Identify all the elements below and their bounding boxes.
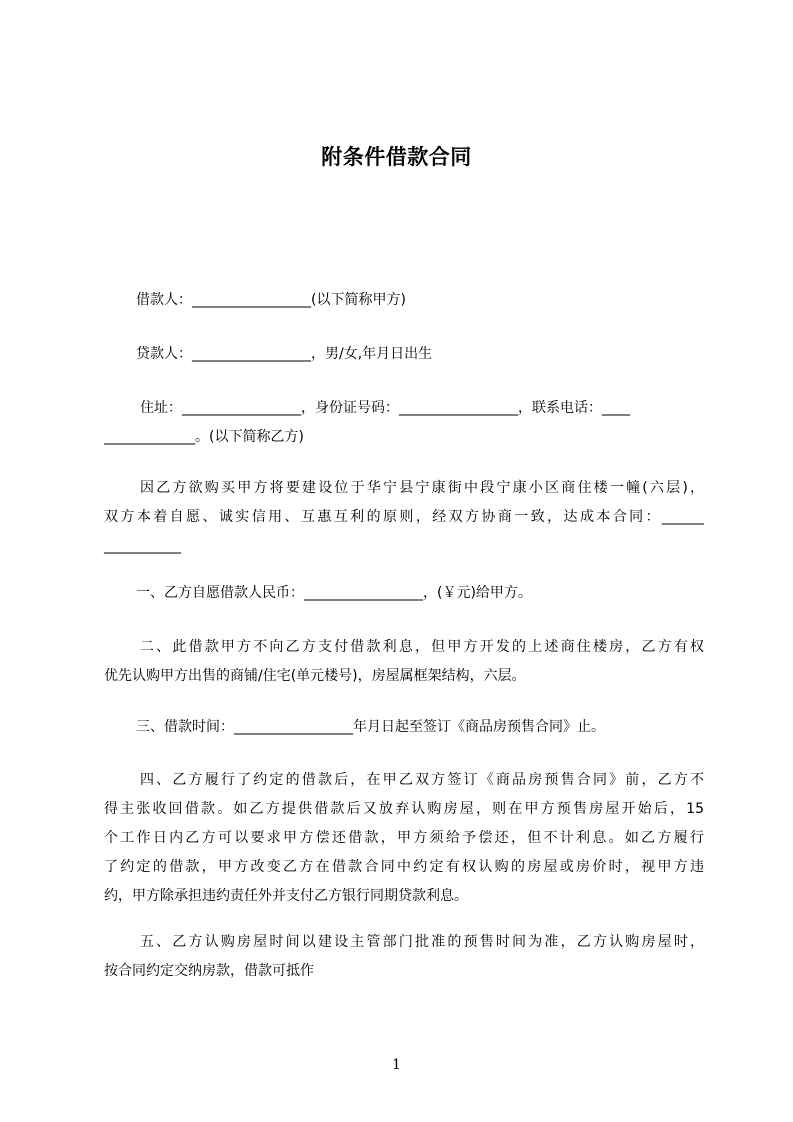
document-title: 附条件借款合同 <box>321 145 472 169</box>
clause-3-paragraph <box>104 713 704 742</box>
clause-5-paragraph <box>104 928 704 986</box>
clause-4-line-5: 约，甲方除承担违约责任外并支付乙方银行同期贷款利息。 <box>104 888 468 904</box>
intro-line-3: ___________ <box>104 538 181 554</box>
address-paragraph <box>104 394 704 452</box>
clause-4-line-2: 得主张收回借款。如乙方提供借款后又放弃认购房屋，则在甲方预售房屋开始后，15 <box>104 801 704 817</box>
clause-4-line-3: 个工作日内乙方可以要求甲方偿还借款，甲方须给予偿还，但不计利息。如乙方履行 <box>104 830 704 846</box>
clause-2-paragraph <box>104 633 704 691</box>
address-line-2: _____________。(以下简称乙方) <box>104 429 304 445</box>
intro-line-1: 因乙方欲购买甲方将要建设位于华宁县宁康街中段宁康小区商住楼一幢(六层)， <box>140 480 704 496</box>
clause-4-line-1: 四、乙方履行了约定的借款后，在甲乙双方签订《商品房预售合同》前，乙方不 <box>140 772 704 788</box>
clause-2-line-1: 二、此借款甲方不向乙方支付借款利息，但甲方开发的上述商住楼房，乙方有权 <box>140 639 704 655</box>
address-line-1: 住址：_________________，身份证号码：_________________，联系电话：____ <box>140 400 630 416</box>
lender-paragraph <box>104 340 704 369</box>
clause-1-line: 一、乙方自愿借款人民币：_________________，(￥元)给甲方。 <box>136 585 532 601</box>
lender-line: 贷款人：_________________，男/女,年月日出生 <box>136 346 433 362</box>
clause-5-line-2: 按合同约定交纳房款，借款可抵作 <box>104 963 314 979</box>
clause-2-line-2: 优先认购甲方出售的商铺/住宅(单元楼号)，房屋属框架结构，六层。 <box>104 668 526 684</box>
borrower-line: 借款人：_________________(以下简称甲方) <box>136 292 406 308</box>
intro-paragraph <box>104 474 704 561</box>
clause-3-line: 三、借款时间：_________________年月日起至签订《商品房预售合同》止。 <box>136 719 605 735</box>
clause-4-line-4: 了约定的借款，甲方改变乙方在借款合同中约定有权认购的房屋或房价时，视甲方违 <box>104 859 704 875</box>
clause-5-line-1: 五、乙方认购房屋时间以建设主管部门批准的预售时间为准，乙方认购房屋时， <box>140 934 704 950</box>
borrower-paragraph <box>104 286 704 315</box>
clause-4-paragraph <box>104 766 704 911</box>
intro-line-2: 双方本着自愿、诚实信用、互惠互利的原则，经双方协商一致，达成本合同：______ <box>104 509 704 525</box>
page-number: 1 <box>392 1057 401 1073</box>
clause-1-paragraph <box>104 579 704 608</box>
